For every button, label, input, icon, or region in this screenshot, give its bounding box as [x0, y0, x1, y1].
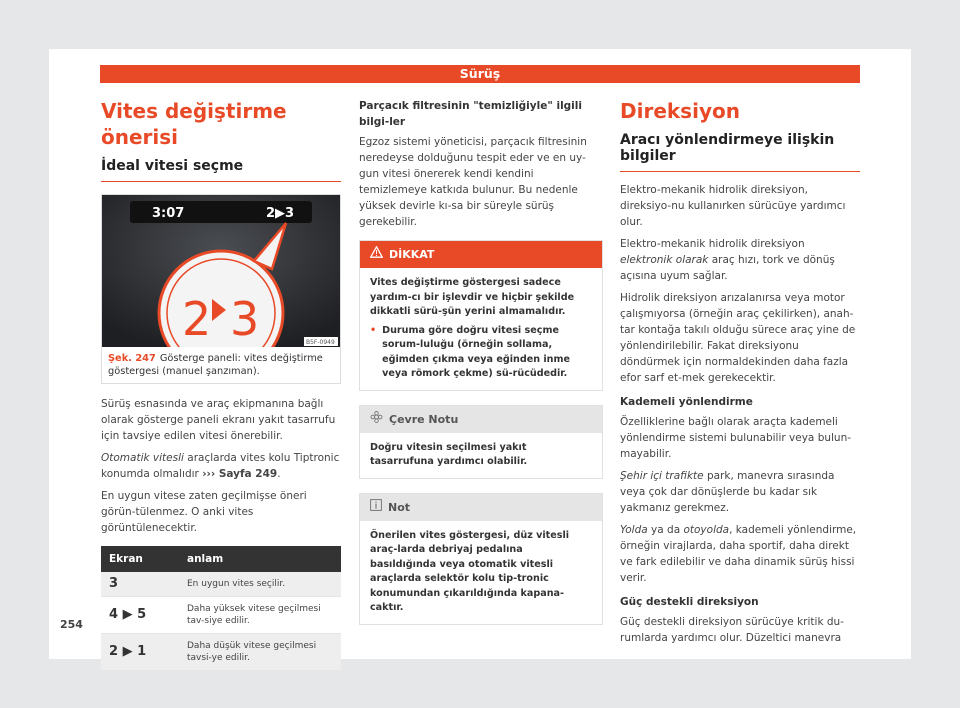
gear-symbol: 2 ▶ 1 [101, 634, 179, 671]
note-box [359, 493, 603, 625]
gear-indicator-table [101, 546, 341, 671]
gear-symbol: 3 [101, 572, 179, 597]
paragraph: Elektro-mekanik hidrolik direksiyon elektronik olarak araç hızı, tork ve dönüş açısına uyum sağlar. [620, 238, 835, 282]
figure-label: Şek. 247 [108, 353, 156, 364]
note-title: Not [388, 500, 411, 514]
figure [101, 194, 341, 384]
gear-meaning: Daha yüksek vitese geçilmesi tav-siye edilir. [179, 597, 341, 634]
subsection-title: Aracı yönlendirmeye ilişkin bilgiler [620, 132, 860, 172]
paragraph: Yolda ya da otoyolda, kademeli yönlendirme, örneğin virajlarda, daha sportif, daha direkt ve fark edilebilir ve daha dinamik sürüş hissi verir. [620, 524, 857, 584]
column-1 [101, 98, 341, 671]
caution-box [359, 240, 603, 391]
table-header-meaning: anlam [179, 546, 341, 572]
caution-body [360, 268, 602, 390]
paragraph: Egzoz sistemi yöneticisi, parçacık filtresinin neredeyse dolduğunu tespit eder ve en uy-gun vitesi önererek kendi kendini temizlemeye katkıda bulunur. Bu nedenle yüksek devirle kı-sa bir süreyle sürüş gerekebilir. [359, 136, 587, 228]
gear-indicator-illustration [102, 195, 340, 347]
column-3 [620, 98, 860, 652]
info-icon [370, 499, 382, 516]
subheading: Güç destekli direksiyon [620, 596, 759, 608]
caution-text: Vites değiştirme göstergesi sadece yardım-cı bir işlevdir ve hiçbir şekilde dikkatli sürü-şün yerini almamalıdır. [370, 277, 575, 317]
gear-meaning: En uygun vites seçilir. [179, 572, 341, 597]
table-row [101, 597, 341, 634]
paragraph: Şehir içi trafikte park, manevra sırasında veya çok dar dönüşlerde bu kadar sık yakmanız gerekmez. [620, 470, 835, 514]
table-row [101, 634, 341, 671]
table-header-display: Ekran [101, 546, 179, 572]
caution-title: DİKKAT [389, 248, 435, 261]
note-header [360, 494, 602, 521]
gear-symbol: 4 ▶ 5 [101, 597, 179, 634]
environment-note-title: Çevre Notu [389, 412, 459, 426]
paragraph: Otomatik vitesli araçlarda vites kolu Tiptronic konumda olmalıdır ››› Sayfa 249. [101, 452, 340, 480]
bullet-icon: • [370, 324, 377, 336]
column-2 [359, 98, 603, 625]
gear-meaning: Daha düşük vitese geçilmesi tavsi-ye edilir. [179, 634, 341, 671]
figure-caption [102, 347, 340, 383]
warning-icon [370, 246, 383, 263]
figure-caption-text: Gösterge paneli: vites değiştirme göstergesi (manuel şanzıman). [108, 353, 323, 377]
paragraph: Elektro-mekanik hidrolik direksiyon, direksiyo-nu kullanırken sürücüye yardımcı olur. [620, 184, 846, 228]
paragraph: En uygun vitese zaten geçilmişse öneri görün-tülenmez. O anki vites görüntülenecektir. [101, 490, 307, 534]
paragraph: Sürüş esnasında ve araç ekipmanına bağlı olarak gösterge paneli ekranı yakıt tasarrufu için tavsiye edilen vitesi önerebilir. [101, 398, 336, 442]
paragraph: Özelliklerine bağlı olarak araçta kademeli yönlendirme sistemi bulunabilir veya bulun-mayabilir. [620, 416, 852, 460]
paragraph: Güç destekli direksiyon sürücüye kritik du-rumlarda yardımcı olur. Düzeltici manevra [620, 616, 844, 644]
caution-header [360, 241, 602, 268]
page-number: 254 [60, 618, 83, 631]
page-reference-link[interactable]: ››› Sayfa 249 [202, 468, 278, 480]
caution-bullet: • Duruma göre doğru vitesi seçme sorum-luluğu (örneğin sollama, eğimden çıkma veya eğinden inme veya römork çekme) sü-rücüdedir. [370, 324, 592, 382]
svg-text:3: 3 [230, 292, 260, 346]
svg-text:2: 2 [182, 292, 212, 346]
environment-note-box [359, 405, 603, 479]
environment-note-header [360, 406, 602, 433]
paragraph: Hidrolik direksiyon arızalanırsa veya motor çalışmıyorsa (örneğin araç çekilirken), anah-tar kontağa takılı olduğu sürece araç yine de yönlendirilebilir. Fakat direksiyonu döndürmek için normaldekinden daha fazla efor sarf et-mek gerekecektir. [620, 292, 856, 384]
subsection-title: İdeal vitesi seçme [101, 158, 341, 182]
leaf-icon [370, 411, 383, 428]
svg-text:3:07: 3:07 [152, 206, 185, 221]
section-title: Direksiyon [620, 99, 740, 123]
instrument-cluster-image [102, 195, 340, 347]
environment-note-body: Doğru vitesin seçilmesi yakıt tasarrufuna yardımcı olabilir. [370, 441, 528, 467]
particle-filter-heading: Parçacık filtresinin "temizliğiyle" ilgili bilgi-ler [359, 100, 582, 128]
svg-text:B5F-0949: B5F-0949 [306, 339, 335, 346]
note-body: Önerilen vites göstergesi, düz vitesli araç-larda debriyaj pedalına basıldığında veya otomatik vitesli araçlarda selektör kolu tip-tronic konumundan çıkarıldığında kapana-caktır. [370, 529, 570, 613]
table-row [101, 572, 341, 597]
section-header: Sürüş [100, 65, 860, 83]
section-title: Vites değiştirme önerisi [101, 99, 287, 149]
subheading: Kademeli yönlendirme [620, 396, 753, 408]
svg-text:2▶3: 2▶3 [266, 206, 295, 221]
